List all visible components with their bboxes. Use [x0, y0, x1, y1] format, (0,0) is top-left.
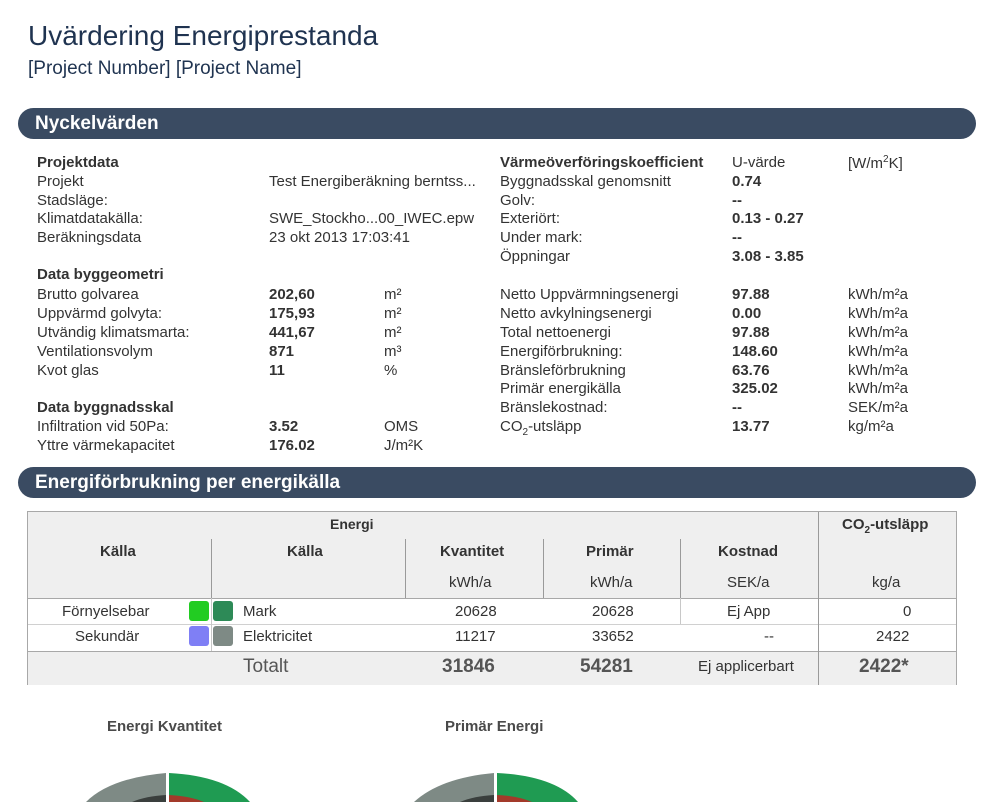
energy-kpi-value: 325.02	[732, 380, 778, 397]
projektdata-heading: Projektdata	[37, 154, 119, 171]
u-values-col-unit: $[W/m^2K]$	[848, 154, 903, 172]
energy-kpi-value: 0.00	[732, 305, 762, 322]
chart-title-primar-energi: Primär Energi	[445, 718, 544, 735]
u-value-label: Öppningar	[500, 248, 571, 265]
energy-kpi-value: 97.88	[732, 286, 770, 303]
byggnadsskal-label: Yttre värmekapacitet	[37, 437, 175, 454]
co2-value: 13.77	[732, 418, 770, 435]
byggnadsskal-value: 3.52	[269, 418, 299, 435]
divider	[680, 598, 681, 624]
table-row-co2: 2422	[876, 628, 910, 645]
table-total-label: Totalt	[243, 656, 289, 677]
table-total-co2: 2422*	[859, 656, 909, 677]
byggeometri-label: Brutto golvarea	[37, 286, 139, 303]
table-row-kvantitet: 11217	[455, 628, 496, 645]
u-value: --	[732, 192, 742, 209]
color-swatch	[213, 601, 233, 621]
table-unit: kg/a	[872, 574, 901, 591]
energy-kpi-value: 148.60	[732, 343, 778, 360]
u-value: 0.13 - 0.27	[732, 210, 804, 227]
byggeometri-unit: m²	[384, 286, 402, 303]
byggeometri-unit: m²	[384, 305, 402, 322]
byggeometri-heading: Data byggeometri	[37, 266, 164, 283]
byggeometri-value: 871	[269, 343, 295, 360]
byggeometri-unit: m²	[384, 324, 402, 341]
byggnadsskal-unit: OMS	[384, 418, 419, 435]
energy-kpi-label: Primär energikälla	[500, 380, 621, 397]
energy-kpi-value: 97.88	[732, 324, 770, 341]
section-title: Energiförbrukning per energikälla	[35, 472, 341, 493]
table-row-primar: 20628	[592, 603, 634, 620]
energy-kpi-label: Bränsleförbrukning	[500, 362, 626, 379]
color-swatch	[213, 626, 233, 646]
table-header-kalla: Källa	[287, 543, 323, 560]
divider	[543, 539, 544, 598]
table-row-source: Elektricitet	[243, 628, 313, 645]
table-group-energi: Energi	[330, 516, 374, 532]
energy-kpi-value: --	[732, 399, 742, 416]
u-value: 0.74	[732, 173, 762, 190]
divider	[28, 624, 956, 625]
table-total-kostnad: Ej applicerbart	[698, 658, 794, 675]
table-row-category: Förnyelsebar	[62, 603, 150, 620]
table-total-kvantitet: 31846	[442, 656, 495, 677]
divider	[28, 651, 956, 652]
table-unit: kWh/a	[590, 574, 633, 591]
table-row-kvantitet: 20628	[455, 603, 497, 620]
section-bar-energy-per-source	[18, 467, 976, 498]
projektdata-label: Klimatdatakälla:	[37, 210, 143, 227]
table-header-co2: $CO_2$-utsläpp	[842, 516, 929, 536]
byggeometri-label: Kvot glas	[37, 362, 99, 379]
co2-label: $CO_2$-utsläpp	[500, 418, 582, 438]
energy-kpi-unit: kWh/m²a	[848, 324, 908, 341]
table-row-category: Sekundär	[75, 628, 140, 645]
table-row-kostnad: --	[764, 628, 774, 645]
byggeometri-value: 11	[269, 362, 285, 379]
projektdata-value: 23 okt 2013 17:03:41	[269, 229, 410, 246]
divider	[818, 512, 819, 685]
projektdata-label: Projekt	[37, 173, 84, 190]
byggeometri-label: Uppvärmd golvyta:	[37, 305, 163, 322]
table-row-co2: 0	[903, 603, 912, 620]
color-swatch	[189, 601, 209, 621]
table-header-primar: Primär	[586, 543, 634, 560]
byggeometri-unit: %	[384, 362, 398, 379]
energy-kpi-unit: kWh/m²a	[848, 380, 908, 397]
energy-kpi-label: Total nettoenergi	[500, 324, 611, 341]
color-swatch	[189, 626, 209, 646]
donut-primar-energi	[414, 773, 578, 802]
section-bar-key-values	[18, 108, 976, 139]
byggnadsskal-value: 176.02	[269, 437, 315, 454]
co2-unit: kg/m²a	[848, 418, 894, 435]
divider	[211, 539, 212, 598]
projektdata-label: Stadsläge:	[37, 192, 108, 209]
page-subtitle: [Project Number] [Project Name]	[28, 58, 302, 79]
byggeometri-value: 175,93	[269, 305, 315, 322]
u-value-label: Byggnadsskal genomsnitt	[500, 173, 671, 190]
divider	[405, 539, 406, 598]
section-title: Nyckelvärden	[35, 113, 159, 134]
byggeometri-value: 441,67	[269, 324, 315, 341]
energy-kpi-unit: kWh/m²a	[848, 286, 908, 303]
donut-energi-kvantitet	[86, 773, 250, 802]
byggnadsskal-label: Infiltration vid 50Pa:	[37, 418, 169, 435]
projektdata-value: SWE_Stockho...00_IWEC.epw	[269, 210, 475, 227]
energy-kpi-label: Netto avkylningsenergi	[500, 305, 652, 322]
byggeometri-label: Utvändig klimatsmarta:	[37, 324, 190, 341]
chart-title-energi-kvantitet: Energi Kvantitet	[107, 718, 223, 735]
byggeometri-unit: m³	[384, 343, 402, 360]
divider	[28, 598, 956, 599]
energy-kpi-unit: kWh/m²a	[848, 305, 908, 322]
energy-kpi-unit: kWh/m²a	[848, 343, 908, 360]
byggeometri-value: 202,60	[269, 286, 315, 303]
energy-kpi-value: 63.76	[732, 362, 770, 379]
divider	[680, 539, 681, 598]
table-row-primar: 33652	[592, 628, 634, 645]
energy-kpi-label: Netto Uppvärmningsenergi	[500, 286, 679, 303]
byggnadsskal-heading: Data byggnadsskal	[37, 399, 174, 416]
u-values-col-value: U-värde	[732, 154, 786, 171]
table-total-primar: 54281	[580, 656, 633, 677]
energy-kpi-unit: kWh/m²a	[848, 362, 908, 379]
page-title: Uvärdering Energiprestanda	[28, 20, 379, 51]
energy-table	[27, 511, 957, 685]
table-header-kostnad: Kostnad	[718, 543, 778, 560]
table-row-source: Mark	[243, 603, 277, 620]
table-row-kostnad: Ej App	[727, 603, 771, 620]
u-value: --	[732, 229, 742, 246]
table-header-kvantitet: Kvantitet	[440, 543, 505, 560]
byggnadsskal-unit: J/m²K	[384, 437, 424, 454]
projektdata-label: Beräkningsdata	[37, 229, 142, 246]
table-unit: kWh/a	[449, 574, 492, 591]
energy-kpi-label: Bränslekostnad:	[500, 399, 608, 416]
u-value-label: Under mark:	[500, 229, 583, 246]
divider	[211, 598, 212, 651]
u-values-heading: Värmeöverföringskoefficient	[500, 154, 704, 171]
energy-kpi-label: Energiförbrukning:	[500, 343, 623, 360]
table-unit: SEK/a	[727, 574, 770, 591]
u-value-label: Golv:	[500, 192, 536, 209]
u-value-label: Exteriört:	[500, 210, 561, 227]
donut-charts	[0, 760, 999, 802]
energy-kpi-unit: SEK/m²a	[848, 399, 909, 416]
table-header-kalla: Källa	[100, 543, 136, 560]
byggeometri-label: Ventilationsvolym	[37, 343, 153, 360]
u-value: 3.08 - 3.85	[732, 248, 804, 265]
projektdata-value: Test Energiberäkning berntss...	[269, 173, 476, 190]
